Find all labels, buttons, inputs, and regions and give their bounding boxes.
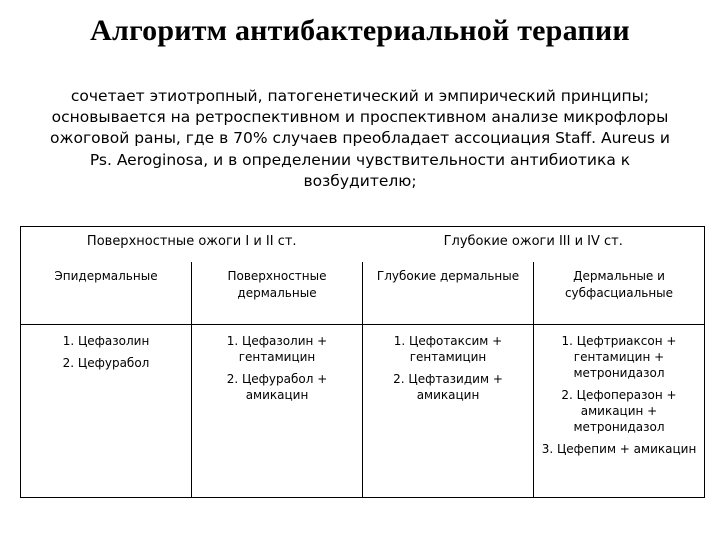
drug-cell-dermal-subfascial — [534, 325, 705, 498]
slide-title: Алгоритм антибактериальной терапии — [90, 14, 630, 47]
drug-item: 1. Цефтриаксон + гентамицин + метронидазол — [561, 334, 677, 380]
column-header-superficial-dermal: Поверхностные дермальные — [192, 262, 363, 325]
intro-text — [40, 86, 680, 192]
drug-item: 2. Цефоперазон + амикацин + метронидазол — [561, 388, 677, 434]
therapy-table — [20, 226, 705, 498]
table-group-row — [21, 227, 705, 263]
intro-paragraph-principles: сочетает этиотропный, патогенетический и эмпирический принципы; — [70, 87, 650, 105]
drug-item: 3. Цефепим + амикацин — [541, 442, 697, 456]
column-header-deep-dermal: Глубокие дермальные — [363, 262, 534, 325]
column-header-dermal-subfascial: Дермальные и субфасциальные — [534, 262, 705, 325]
column-header-epidermal: Эпидермальные — [21, 262, 192, 325]
group-header-superficial: Поверхностные ожоги I и II ст. — [86, 234, 297, 249]
intro-paragraph-microflora: основывается на ретроспективном и проспективном анализе микрофлоры ожоговой раны, где в 70% случаев преобладает ассоциация Staff. Aureus и Ps. Aeroginosa, и в определении чувствительности антибиотика к возбудителю; — [50, 108, 670, 190]
group-header-deep: Глубокие ожоги III и IV ст. — [443, 234, 623, 249]
table-subheader-row — [21, 262, 705, 325]
drug-item: 2. Цефтазидим + амикацин — [393, 372, 503, 402]
drug-cell-deep-dermal — [363, 325, 534, 498]
drug-item: 1. Цефотаксим + гентамицин — [393, 334, 503, 364]
table-drug-row — [21, 325, 705, 498]
drug-item: 1. Цефазолин + гентамицин — [226, 334, 328, 364]
drug-item: 2. Цефурабол — [62, 356, 150, 370]
drug-cell-superficial-dermal — [192, 325, 363, 498]
drug-item: 2. Цефурабол + амикацин — [226, 372, 328, 402]
drug-item: 1. Цефазолин — [62, 334, 150, 348]
drug-cell-epidermal — [21, 325, 192, 498]
